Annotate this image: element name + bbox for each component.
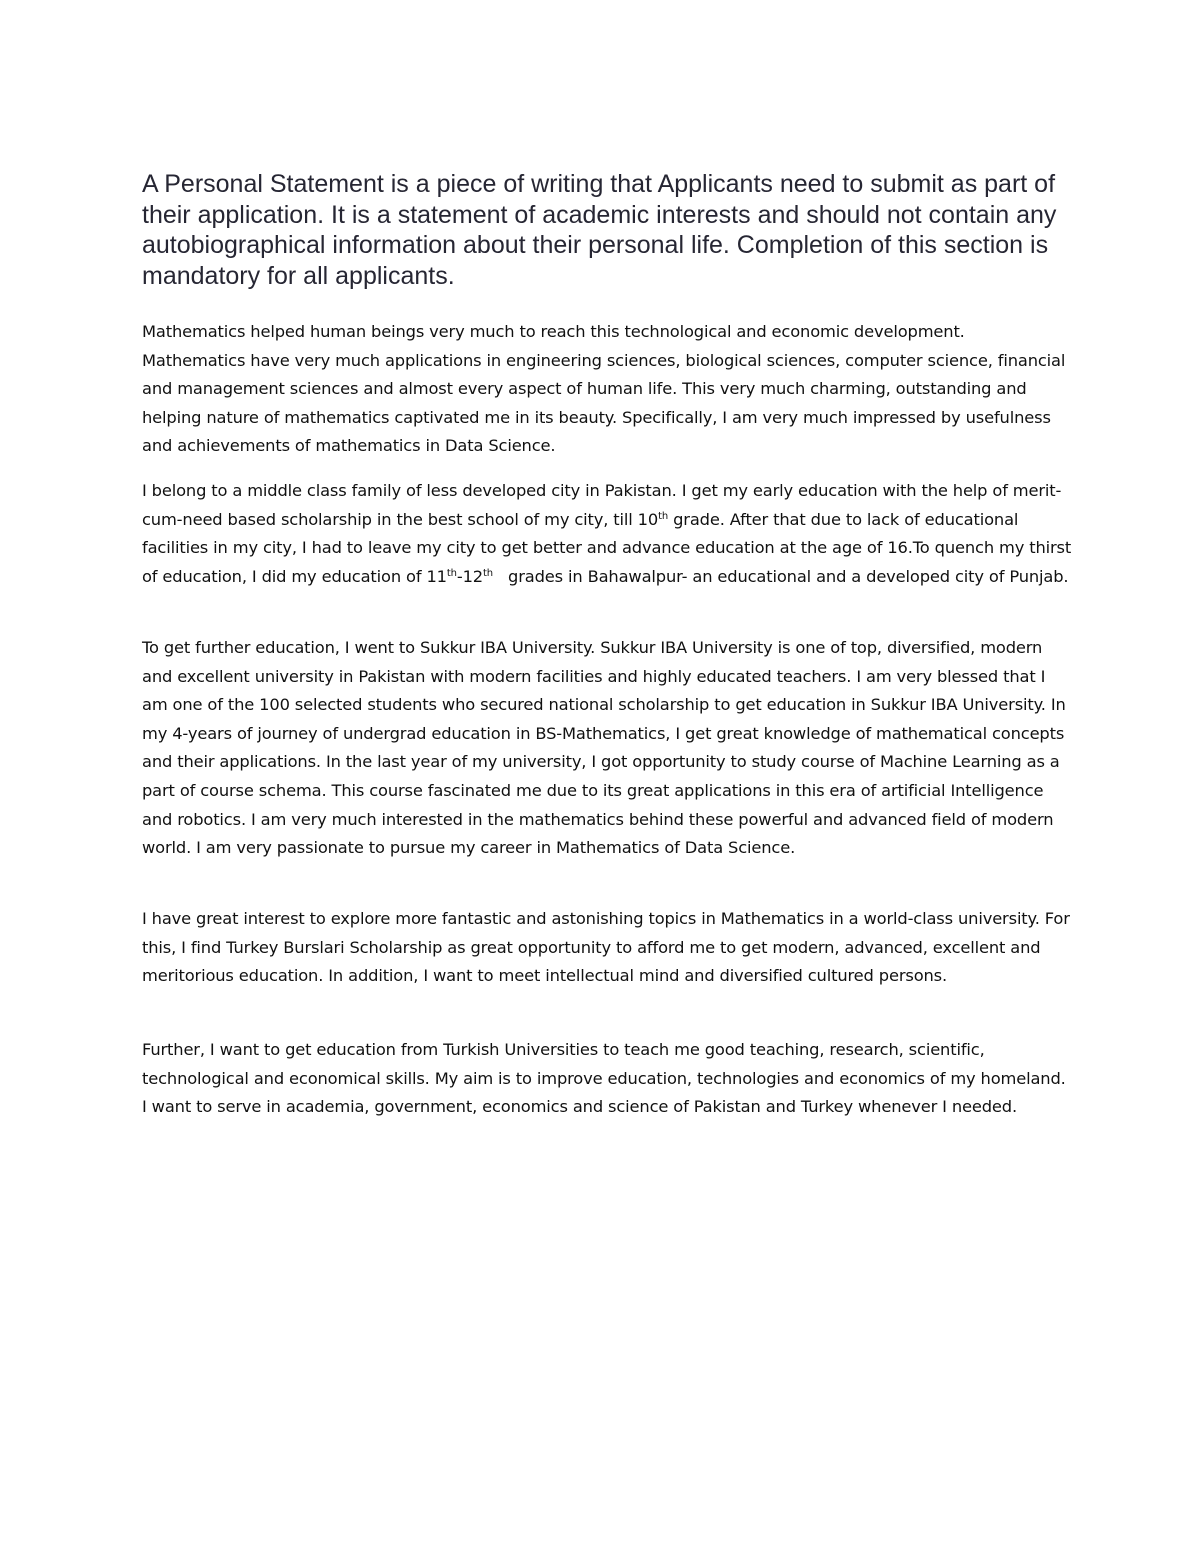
paragraph-background-text: I belong to a middle class family of less developed city in Pakistan. I get my early education with the help of merit-cum-need based scholarship in the best school of my city, till 10	[142, 481, 1062, 529]
paragraph-background	[142, 477, 1072, 591]
superscript-th: th	[658, 510, 669, 522]
paragraph-future-goals: Further, I want to get education from Turkish Universities to teach me good teaching, research, scientific, technological and economical skills. My aim is to improve education, technologies and economics of my homeland. I want to serve in academia, government, economics and science of Pakistan and Turkey whenever I needed.	[142, 1040, 1066, 1117]
paragraph-scholarship-interest: I have great interest to explore more fantastic and astonishing topics in Mathematics in a world-class university. For this, I find Turkey Burslari Scholarship as great opportunity to afford me to get modern, advanced, excellent and meritorious education. In addition, I want to meet intellectual mind and diversified cultured persons.	[142, 909, 1070, 986]
paragraph-mathematics-intro: Mathematics helped human beings very much to reach this technological and economic development. Mathematics have very much applications in engineering sciences, biological sciences, computer science, financial and management sciences and almost every aspect of human life. This very much charming, outstanding and helping nature of mathematics captivated me in its beauty. Specifically, I am very much impressed by usefulness and achievements of mathematics in Data Science.	[142, 322, 1066, 456]
paragraph-background-text: grades in Bahawalpur- an educational and a developed city of Punjab.	[492, 566, 1069, 586]
paragraph-background-text: grade. After that due to lack of educational facilities in my city, I had to leave my city to get better and advance education at the age of 16.To quench my thirst of education, I did my education of 11	[142, 509, 1072, 586]
superscript-th: th	[446, 567, 457, 579]
paragraph-university: To get further education, I went to Sukkur IBA University. Sukkur IBA University is one of top, diversified, modern and excellent university in Pakistan with modern facilities and highly educated teachers. I am very blessed that I am one of the 100 selected students who secured national scholarship to get education in Sukkur IBA University. In my 4-years of journey of undergrad education in BS-Mathematics, I get great knowledge of mathematical concepts and their applications. In the last year of my university, I got opportunity to study course of Machine Learning as a part of course schema. This course fascinated me due to its great applications in this era of artificial Intelligence and robotics. I am very much interested in the mathematics behind these powerful and advanced field of modern world. I am very passionate to pursue my career in Mathematics of Data Science.	[142, 638, 1066, 858]
superscript-th: th	[483, 567, 493, 579]
statement-heading: A Personal Statement is a piece of writing that Applicants need to submit as part of their application. It is a statement of academic interests and should not contain any autobiographical information about their personal life. Completion of this section is mandatory for all applicants.	[142, 170, 1057, 290]
paragraph-background-text: -12	[456, 566, 483, 586]
